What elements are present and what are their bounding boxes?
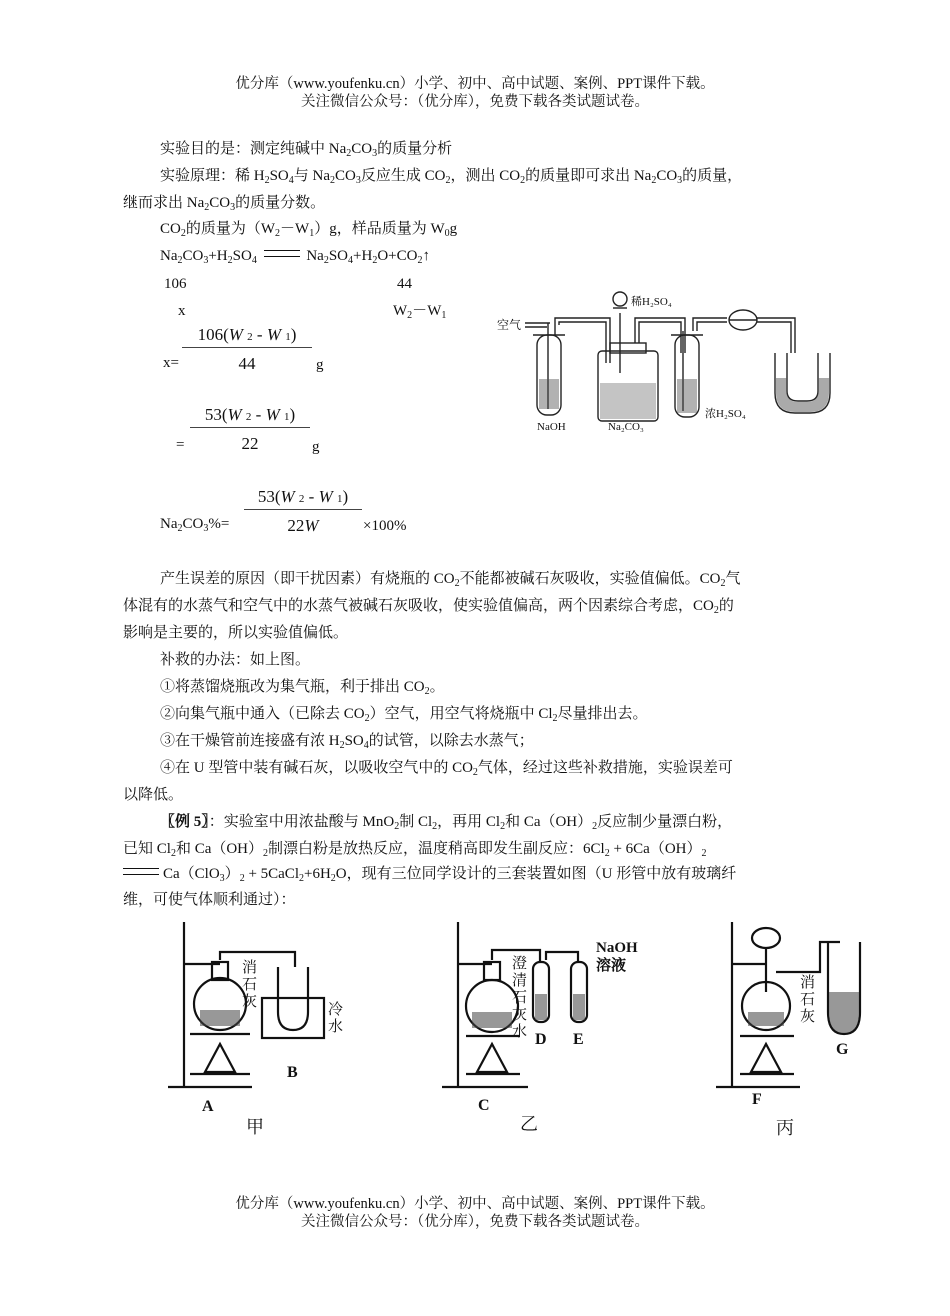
x-equals: x= xyxy=(163,355,179,371)
principle-line-1: 实验原理：稀 $H_2SO_4$与 $Na_2CO_3$反应生成 $CO_2$，测出 $CO_2$的质量即可求出 $Na_2CO_3$的质量， xyxy=(160,168,743,186)
fraction-2: $\frac{53(W 2 - W 1)}{22}$ xyxy=(190,405,310,454)
three-apparatus-figure xyxy=(160,912,880,1142)
label-F: F xyxy=(752,1091,762,1108)
header-line-2: 关注微信公众号：（优分库），免费下载各类试题试卷。 xyxy=(301,94,649,110)
var-x: x xyxy=(178,303,186,319)
times-100: ×100% xyxy=(363,518,407,534)
example-line-3: $Ca(ClO_3)_2$ + $5CaCl_2+6H_2O$，现有三位同学设计的三套装置如图（U 形管中放有玻璃纤 xyxy=(123,863,736,885)
percent-label: $Na_2CO_3\%=$ xyxy=(160,516,230,534)
label-jia: 甲 xyxy=(246,1117,264,1137)
equals-double-line xyxy=(264,250,300,257)
example-line-1: 〖例 5〗：实验室中用浓盐酸与 MnO$_2$制 $Cl_2$，再用 $Cl_2$和 $Ca(OH)_2$反应制少量漂白粉， xyxy=(160,814,733,832)
label-xiaoshihui-1: 消石灰 xyxy=(242,960,258,1010)
unit-g-1: g xyxy=(316,357,324,373)
example-line-4: 维，可使气体顺利通过）： xyxy=(123,892,296,908)
example-label: 〖例 5〗 xyxy=(160,814,209,830)
label-A: A xyxy=(202,1098,214,1115)
unit-g-2: g xyxy=(312,439,320,455)
step-3: ③在干燥管前连接盛有浓 $H_2SO_4$的试管，以除去水蒸气； xyxy=(160,733,534,751)
label-G: G xyxy=(836,1041,849,1058)
footer-line-1: 优分库（www.youfenku.cn）小学、初中、高中试题、案例、PPT课件下载。 xyxy=(235,1196,715,1212)
fraction-3: $\frac{53(W 2 - W 1)}{22W}$ xyxy=(244,487,362,536)
step-1: ①将蒸馏烧瓶改为集气瓶，利于排出 $CO_2$。 xyxy=(160,679,445,697)
label-yi: 乙 xyxy=(520,1114,538,1134)
label-dilute-h2so4: 稀H₂SO₄ xyxy=(631,296,672,308)
num-44: 44 xyxy=(397,276,412,292)
w2-minus-w1: $W_2-W_1$ xyxy=(393,303,447,321)
num-106: 106 xyxy=(164,276,187,292)
label-air: 空气 xyxy=(497,318,522,332)
label-lengshui: 冷水 xyxy=(328,1002,344,1035)
equals-double-line-2 xyxy=(123,868,159,875)
step-2: ②向集气瓶中通入（已除去 $CO_2$）空气，用空气将烧瓶中 $Cl_2$尽量排出去。 xyxy=(160,706,648,724)
step-4: ④在 U 型管中装有碱石灰，以吸收空气中的 $CO_2$气体，经过这些补救措施，实验误差可 xyxy=(160,760,733,778)
label-bing: 丙 xyxy=(776,1118,794,1138)
remedy-line: 补救的办法：如上图。 xyxy=(160,652,311,668)
error-line-2: 体混有的水蒸气和空气中的水蒸气被碱石灰吸收，使实验值偏高，两个因素综合考虑，$CO_2$的 xyxy=(123,598,734,616)
label-C: C xyxy=(478,1097,490,1114)
co2-mass-line: $CO_2$的质量为$(W_2-W_1)g$，样品质量为 $W_0g$ xyxy=(160,221,458,239)
reaction-equation: $Na_2CO_3+H_2SO_4$ $Na_2SO_4+H_2O+CO_2↑$ xyxy=(160,248,430,266)
equals-sign: = xyxy=(176,437,185,453)
purpose-line: 实验目的是：测定纯碱中 $Na_2CO_3$的质量分析 xyxy=(160,141,453,159)
label-chengqing: 澄清石灰水 xyxy=(512,956,528,1040)
error-line-1: 产生误差的原因（即干扰因素）有烧瓶的 $CO_2$不能都被碱石灰吸收，实验值偏低。$CO_2$气 xyxy=(160,571,741,589)
label-naoh-sol: NaOH 溶液 xyxy=(596,940,638,974)
label-naoh: NaOH xyxy=(537,421,566,433)
label-D: D xyxy=(535,1031,547,1048)
principle-line-2: 继而求出 $Na_2CO_3$的质量分数。 xyxy=(123,195,326,213)
fraction-1: $\frac{106(W 2 - W 1)}{44}$ xyxy=(182,325,312,374)
label-xiaoshihui-2: 消石灰 xyxy=(800,975,816,1025)
step-4-cont: 以降低。 xyxy=(123,787,184,803)
header-line-1: 优分库（www.youfenku.cn）小学、初中、高中试题、案例、PPT课件下载。 xyxy=(235,76,715,92)
error-line-3: 影响是主要的，所以实验值偏低。 xyxy=(123,625,349,641)
label-conc-h2so4: 浓H₂SO₄ xyxy=(705,408,746,420)
co2-apparatus-figure xyxy=(495,283,850,433)
footer-line-2: 关注微信公众号：（优分库），免费下载各类试题试卷。 xyxy=(301,1214,649,1230)
label-E: E xyxy=(573,1031,584,1048)
example-line-2: 已知 $Cl_2$和 $Ca(OH)_2$制漂白粉是放热反应，温度稍高即发生副反应：$6Cl_2 + 6Ca(OH)_2$ xyxy=(123,841,707,859)
label-na2co3: Na₂CO₃ xyxy=(608,421,644,433)
label-B: B xyxy=(287,1064,298,1081)
